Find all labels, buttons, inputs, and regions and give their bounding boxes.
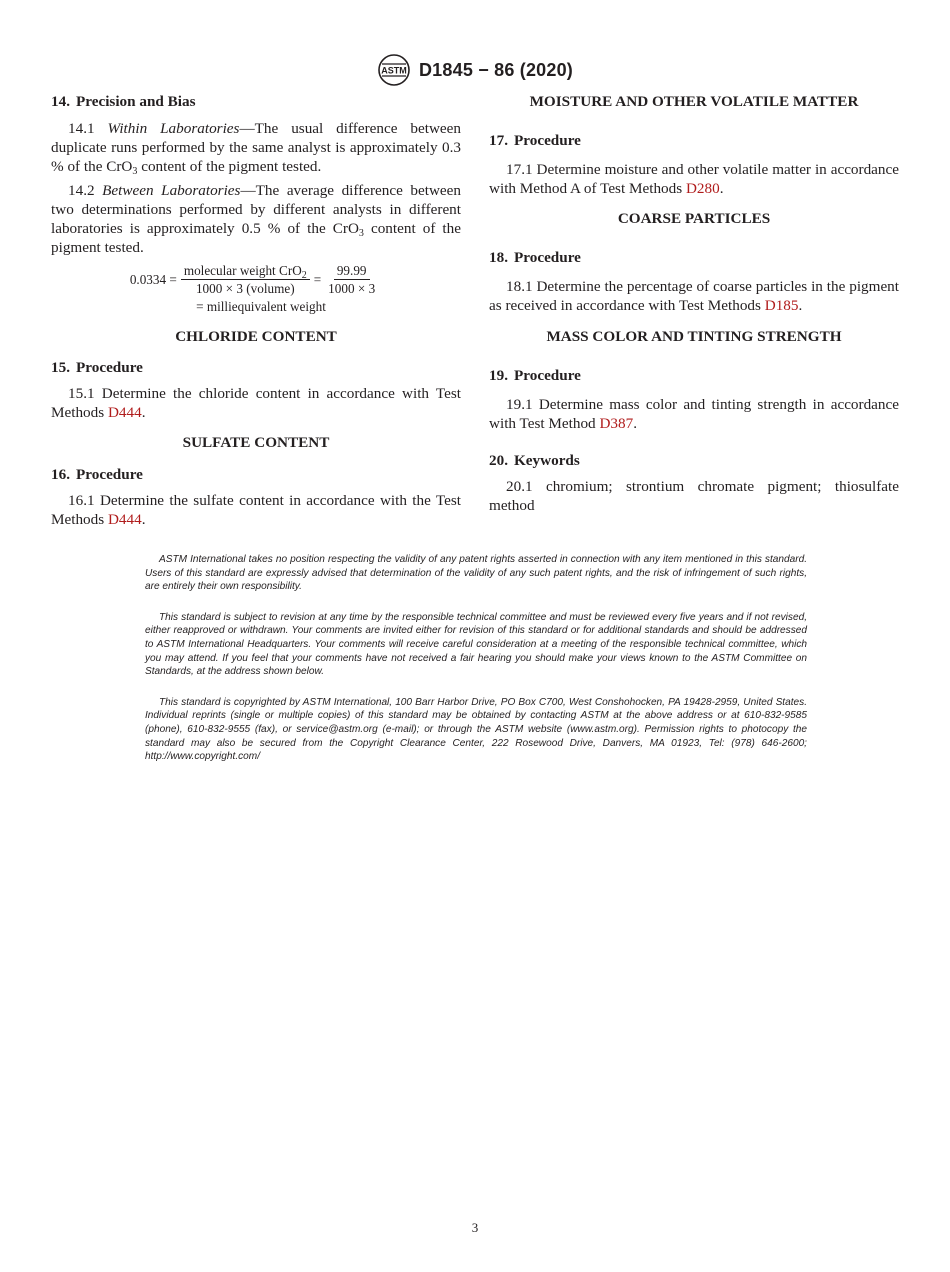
mass-color-heading: MASS COLOR AND TINTING STRENGTH [546, 328, 842, 345]
chloride-content-heading: CHLORIDE CONTENT [175, 328, 337, 345]
sulfate-content-heading: SULFATE CONTENT [182, 434, 330, 451]
section-19-heading: 19. Procedure [489, 367, 581, 384]
equation-fraction-2: $\frac{99.99}{1000 \times 3}$ [328, 263, 376, 296]
page-header [0, 52, 950, 88]
patent-notice: ASTM International takes no position respecting the validity of any patent rights asserted in connection with any item mentioned in this standard. Users of this standard are expressly advised that determination of the validity of any such patent rights, and the risk of infringement of such rights, are entirely their own responsibility. [145, 554, 807, 593]
paragraph-14-1: 14.1 Within Laboratories—The usual difference between duplicate runs performed by the same analyst is approximately 0.3 % of the CrO$_3$ content of the pigment tested. [51, 120, 461, 177]
standard-designation: D1845 − 86 (2020) [418, 59, 573, 80]
equation-lhs: 0.0334 = [129, 272, 177, 287]
paragraph-14-2: 14.2 Between Laboratories—The average difference between two determinations performed by different analysts in different laboratories is approximately 0.5 % of the CrO$_3$ content of the pigment tested. [51, 182, 462, 256]
link-d444-sulfate[interactable]: D444 [107, 511, 142, 528]
revision-notice: This standard is subject to revision at any time by the responsible technical committee and must be reviewed every five years and if not revised, either reapproved or withdrawn. Your comments are invited either for revision of this standard or for additional standards and should be addressed to ASTM International Headquarters. Your comments will receive careful consideration at a meeting of the responsible technical committee, which you may attend. If you feel that your comments have not received a fair hearing you should make your views known to the ASTM Committee on Standards, at the address shown below. [145, 611, 807, 678]
link-d387[interactable]: D387 [599, 415, 634, 432]
section-15-heading: 15. Procedure [51, 359, 143, 376]
paragraph-16-1: 16.1 Determine the sulfate content in accordance with the Test Methods D444. [51, 492, 462, 528]
page-number: 3 [471, 1220, 479, 1235]
link-d280[interactable]: D280 [685, 180, 720, 197]
section-20-heading: 20. Keywords [489, 452, 580, 469]
moisture-heading: MOISTURE AND OTHER VOLATILE MATTER [529, 93, 859, 110]
astm-logo-icon [377, 53, 411, 87]
paragraph-15-1: 15.1 Determine the chloride content in accordance with Test Methods D444. [51, 385, 462, 421]
paragraph-19-1: 19.1 Determine mass color and tinting strength in accordance with Test Method D387. [489, 396, 899, 432]
link-d444-chloride[interactable]: D444 [107, 404, 142, 421]
left-column [51, 92, 461, 529]
paragraph-17-1: 17.1 Determine moisture and other volatile matter in accordance with Method A of Test Methods D280. [489, 161, 899, 197]
coarse-particles-heading: COARSE PARTICLES [617, 210, 771, 227]
copyright-notice: This standard is copyrighted by ASTM International, 100 Barr Harbor Drive, PO Box C700, West Conshohocken, PA 19428-2959, United States. Individual reprints (single or multiple copies) of this standard may be obtained by contacting ASTM at the above address or at 610-832-9585 (phone), 610-832-9555 (fax), or service@astm.org (e-mail); or through the ASTM website (www.astm.org). Permission rights to photocopy the standard may also be secured from the Copyright Clearance Center, 222 Rosewood Drive, Danvers, MA 01923, Tel: (978) 646-2600; http://www.copyright.com/ [145, 696, 807, 763]
section-17-heading: 17. Procedure [489, 132, 581, 149]
section-14-heading: 14. Precision and Bias [51, 93, 196, 110]
equation-fraction-1: $\frac{molecular weight CrO_2}{\text{1000 × 3 (volume)}}$ [181, 263, 310, 296]
equation-equals: = [313, 272, 322, 287]
equation [51, 263, 461, 296]
paragraph-18-1: 18.1 Determine the percentage of coarse particles in the pigment as received in accordance with Test Methods D185. [489, 278, 899, 314]
right-column [489, 92, 899, 515]
astm-notices [145, 553, 807, 781]
logo-text: ASTM [381, 65, 407, 76]
equation-tail: = milliequivalent weight [196, 299, 326, 314]
link-d185[interactable]: D185 [764, 297, 799, 314]
paragraph-20-1: 20.1 chromium; strontium chromate pigment; thiosulfate method [489, 478, 899, 514]
section-16-heading: 16. Procedure [51, 466, 143, 483]
section-18-heading: 18. Procedure [489, 249, 581, 266]
